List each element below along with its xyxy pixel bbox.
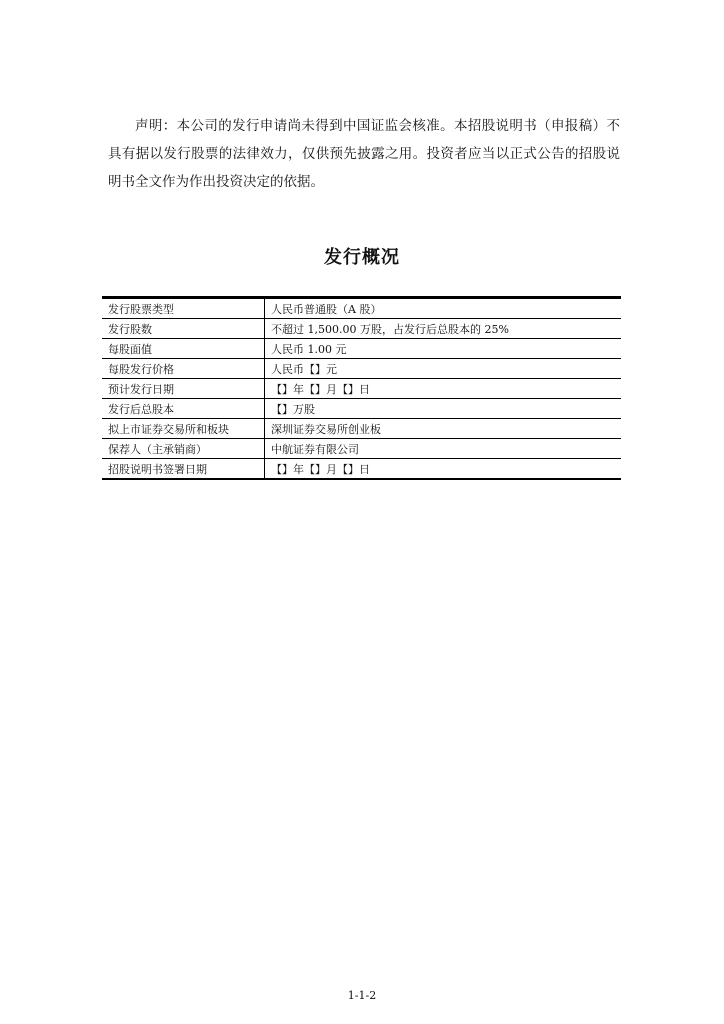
row-label: 发行股票类型 (102, 298, 265, 319)
row-value: 深圳证券交易所创业板 (265, 419, 622, 439)
row-label: 保荐人（主承销商） (102, 439, 265, 459)
section-title: 发行概况 (324, 247, 400, 268)
row-value: 人民币【】元 (265, 359, 622, 379)
row-value: 人民币 1.00 元 (265, 339, 622, 359)
row-value: 【】万股 (265, 399, 622, 419)
table-row (102, 298, 621, 319)
page-number: 1-1-2 (347, 989, 377, 1002)
row-value: 不超过 1,500.00 万股，占发行后总股本的 25% (265, 319, 622, 339)
table-row (102, 419, 621, 439)
table-row (102, 319, 621, 339)
row-value: 【】年【】月【】日 (271, 462, 370, 476)
table-row (102, 339, 621, 359)
row-value: 【】年【】月【】日 (265, 379, 622, 399)
disclaimer-statement: 声明：本公司的发行申请尚未得到中国证监会核准。本招股说明书（申报稿）不具有据以发行股票的法律效力，仅供预先披露之用。投资者应当以正式公告的招股说明书全文作为作出投资决定的依据。 (108, 118, 620, 190)
row-label: 发行后总股本 (102, 399, 265, 419)
row-label: 拟上市证券交易所和板块 (102, 419, 265, 439)
table-row (102, 399, 621, 419)
table-row (102, 459, 621, 480)
row-label: 招股说明书签署日期 (102, 459, 265, 480)
row-label: 发行股数 (102, 319, 265, 339)
row-label: 每股面值 (102, 339, 265, 359)
row-value: 人民币普通股（A 股） (265, 298, 622, 319)
row-label: 每股发行价格 (102, 359, 265, 379)
row-label: 预计发行日期 (102, 379, 265, 399)
table-row (102, 439, 621, 459)
table-row (102, 359, 621, 379)
offering-overview-table (102, 296, 621, 480)
row-value: 中航证券有限公司 (265, 439, 622, 459)
table-row (102, 379, 621, 399)
